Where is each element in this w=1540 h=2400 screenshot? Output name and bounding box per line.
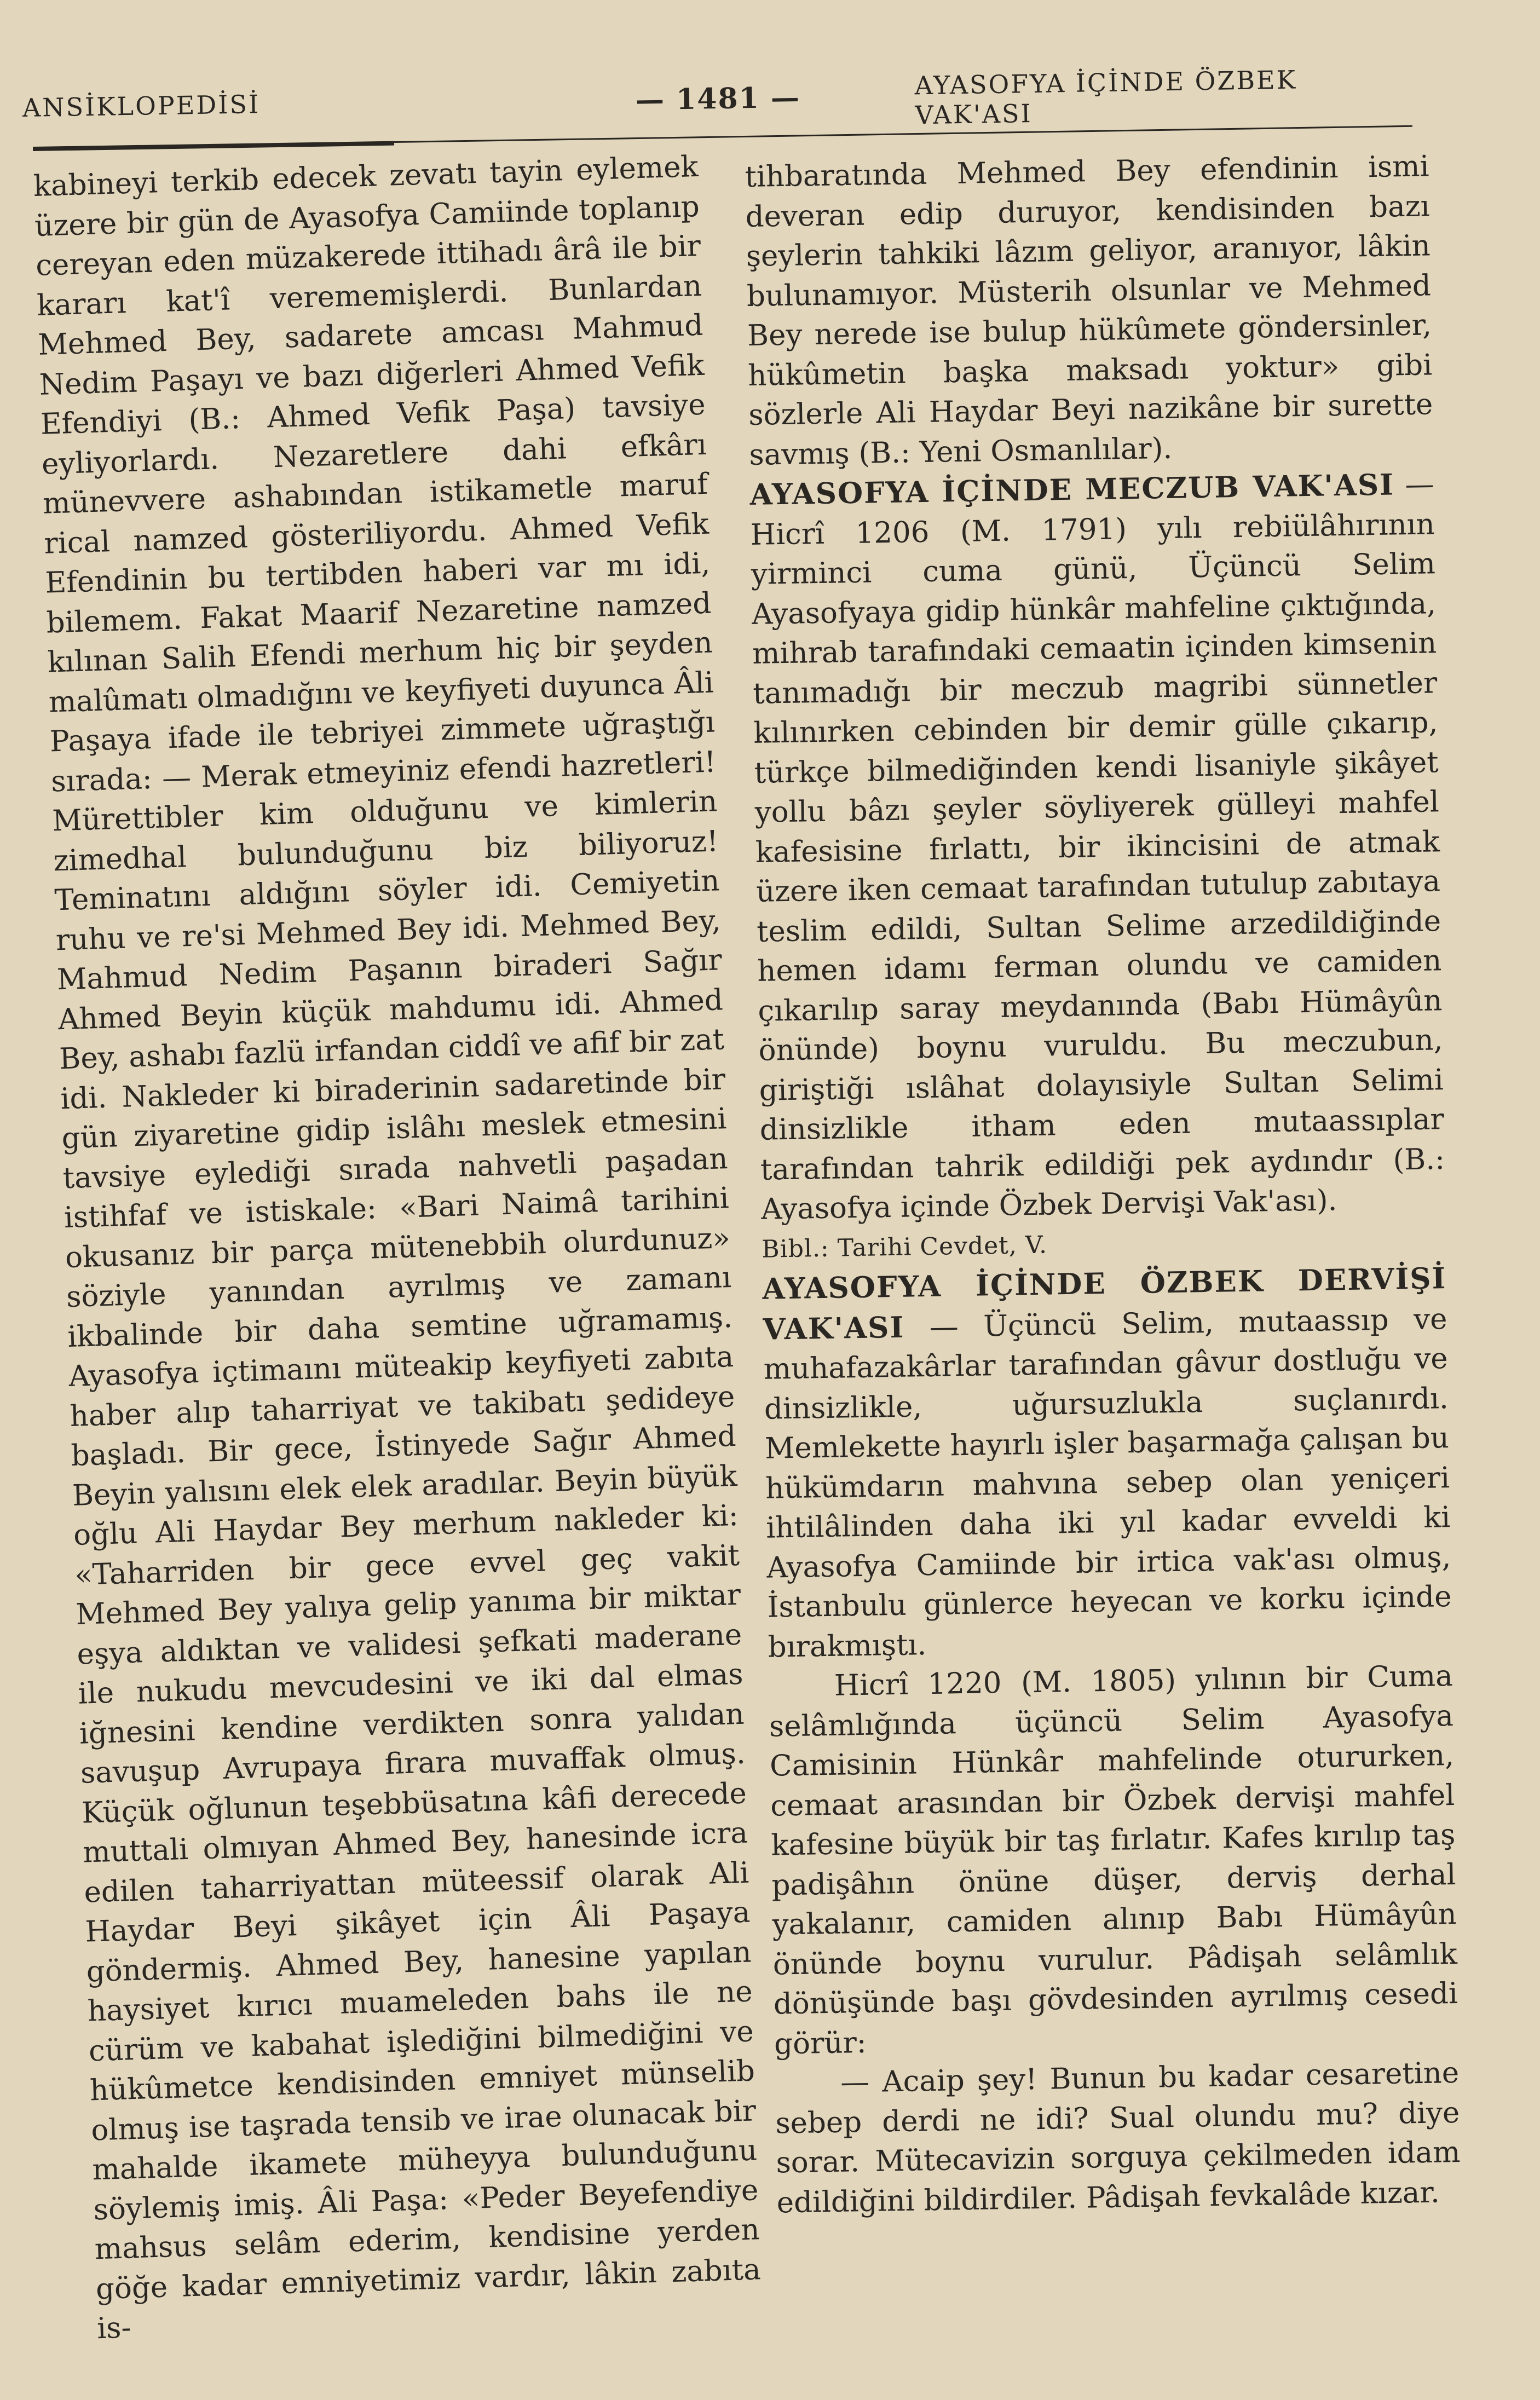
entry-ozbek	[762, 1259, 1452, 1668]
entry-meczub-bibliography: Bibl.: Tarihi Cevdet, V.	[761, 1231, 1048, 1264]
header-left-title: ANSİKLOPEDİSİ	[22, 89, 261, 123]
entry-ozbek-paragraph-2: Hicrî 1220 (M. 1805) yılının bir Cuma selâmlığında üçüncü Selim Ayasofya Camisinin Hünkâr mahfelinde otururken, cemaat arasından bir Özbek dervişi mahfel kafesine büyük bir taş fırlatır. Kafes kırılıp taş padişâhın önüne düşer, derviş derhal yakalanır, camiden alınıp Babı Hümâyûn önünde boynu vurulur. Pâdişah selâmlık dönüşünde başı gövdesinden ayrılmış cesedi görür:	[769, 1659, 1458, 2061]
entry-meczub	[749, 464, 1445, 1230]
entry-ozbek-body: — Üçüncü Selim, mutaassıp ve muhafazakârlar tarafından gâvur dostluğu ve dinsizlikle, uğursuzlukla suçlanırdı. Memlekette hayırlı işler başarmağa çalışan bu hükümdarın mahvına sebep olan yeniçeri ihtilâlinden daha iki yıl kadar evveldi ki Ayasofya Camiinde bir irtica vak'ası olmuş, İstanbulu günlerce heyecan ve korku içinde bırakmıştı.	[763, 1302, 1452, 1664]
page-number: — 1481 —	[635, 80, 801, 117]
left-column-paragraph: kabineyi terkib edecek zevatı tayin eylemek üzere bir gün de Ayasofya Camiinde toplanıp cereyan eden müzakerede ittihadı ârâ ile bir kararı kat'î verememişlerdi. Bunlardan Mehmed Bey, sadarete amcası Mahmud Nedim Paşayı ve bazı diğerleri Ahmed Vefik Efendiyi (B.: Ahmed Vefik Paşa) tavsiye eyliyorlardı. Nezaretlere dahi efkârı münevvere ashabından istikametle maruf rical namzed gösteriliyordu. Ahmed Vefik Efendinin bu tertibden haberi var mı idi, bilemem. Fakat Maarif Nezaretine namzed kılınan Salih Efendi merhum hiç bir şeyden malûmatı olmadığını ve keyfiyeti duyunca Âli Paşaya ifade ile tebriyei zimmete uğraştığı sırada: — Merak etmeyiniz efendi hazretleri! Mürettibler kim olduğunu ve kimlerin zimedhal bulunduğunu biz biliyoruz! Teminatını aldığını söyler idi. Cemiyetin ruhu ve re'si Mehmed Bey idi. Mehmed Bey, Mahmud Nedim Paşanın biraderi Sağır Ahmed Beyin küçük mahdumu idi. Ahmed Bey, ashabı fazlü irfandan ciddî ve afif bir zat idi. Nakleder ki biraderinin sadaretinde bir gün ziyaretine gidip islâhı meslek etmesini tavsiye eylediği sırada nahvetli paşadan istihfaf ve istiskale: «Bari Naimâ tarihini okusanız bir parça mütenebbih olurdunuz» söziyle yanından ayrılmış ve zamanı ikbalinde bir daha semtine uğramamış. Ayasofya içtimaını müteakip keyfiyeti zabıta haber alıp taharriyat ve takibatı şedideye başladı. Bir gece, İstinyede Sağır Ahmed Beyin yalısını elek elek aradılar. Beyin büyük oğlu Ali Haydar Bey merhum nakleder ki: «Taharriden bir gece evvel geç vakit Mehmed Bey yalıya gelip yanıma bir miktar eşya aldıktan ve validesi şefkati maderane ile nukudu mevcudesini ve iki dal elmas iğnesini kendine verdikten sonra yalıdan savuşup Avrupaya firara muvaffak olmuş. Küçük oğlunun teşebbüsatına kâfi derecede muttali olmıyan Ahmed Bey, hanesinde icra edilen taharriyattan müteessif olarak Ali Haydar Beyi şikâyet için Âli Paşaya göndermiş. Ahmed Bey, hanesine yapılan haysiyet kırıcı muameleden bahs ile ne cürüm ve kabahat işlediğini bilmediğini ve hükûmetce kendisinden emniyet münselib olmuş ise taşrada tensib ve irae olunacak bir mahalde ikamete müheyya bulunduğunu söylemiş imiş. Âli Paşa: «Peder Beyefendiye mahsus selâm ederim, kendisine yerden göğe kadar emniyetimiz vardır, lâkin zabıta is-	[33, 149, 762, 2346]
entry-ozbek-paragraph-3: — Acaip şey! Bunun bu kadar cesaretine sebep derdi ne idi? Sual olundu mu? diye sorar. Mütecavizin sorguya çekilmeden idam edildiğini bildirdiler. Pâdişah fevkalâde kızar.	[775, 2056, 1461, 2220]
entry-meczub-body: — Hicrî 1206 (M. 1791) yılı rebiülâhırının yirminci cuma günü, Üçüncü Selim Ayasofyaya gidip hünkâr mahfeline çıktığında, mihrab tarafındaki cemaatin içinden kimsenin tanımadığı bir meczub magribi sünnetler kılınırken cebinden bir demir gülle çıkarıp, türkçe bilmediğinden kendi lisaniyle şikâyet yollu bâzı şeyler söyliyerek gülleyi mahfel kafesisine fırlattı, bir ikincisini de atmak üzere iken cemaat tarafından tutulup zabıtaya teslim edildi, Sultan Selime arzedildiğinde hemen idamı ferman olundu ve camiden çıkarılıp saray meydanında (Babı Hümâyûn önünde) boynu vuruldu. Bu meczubun, giriştiği ıslâhat dolayısiyle Sultan Selimi dinsizlikle itham eden mutaassıplar tarafından tahrik edildiği pek aydındır (B.: Ayasofya içinde Özbek Dervişi Vak'ası).	[750, 468, 1445, 1226]
running-header	[22, 49, 1414, 137]
left-column	[33, 147, 763, 2349]
entry-ozbek-title: AYASOFYA İÇİNDE ÖZBEK DERVİŞİ VAK'ASI	[762, 1261, 1447, 1347]
header-right-title: AYASOFYA İÇİNDE ÖZBEK VAK'ASI	[914, 65, 1297, 130]
header-rule-thick	[33, 141, 394, 151]
right-column	[745, 147, 1461, 2223]
right-column-continuation: tihbaratında Mehmed Bey efendinin ismi deveran edip duruyor, kendisinden bazı şeylerin tahkiki lâzım geliyor, aranıyor, lâkin bulunamıyor. Müsterih olsunlar ve Mehmed Bey nerede ise bulup hükûmete göndersinler, hükûmetin başka maksadı yoktur» gibi sözlerle Ali Haydar Beyi nazikâne bir surette savmış (B.: Yeni Osmanlılar).	[745, 149, 1433, 472]
entry-meczub-title: AYASOFYA İÇİNDE MECZUB VAK'ASI	[749, 468, 1395, 512]
